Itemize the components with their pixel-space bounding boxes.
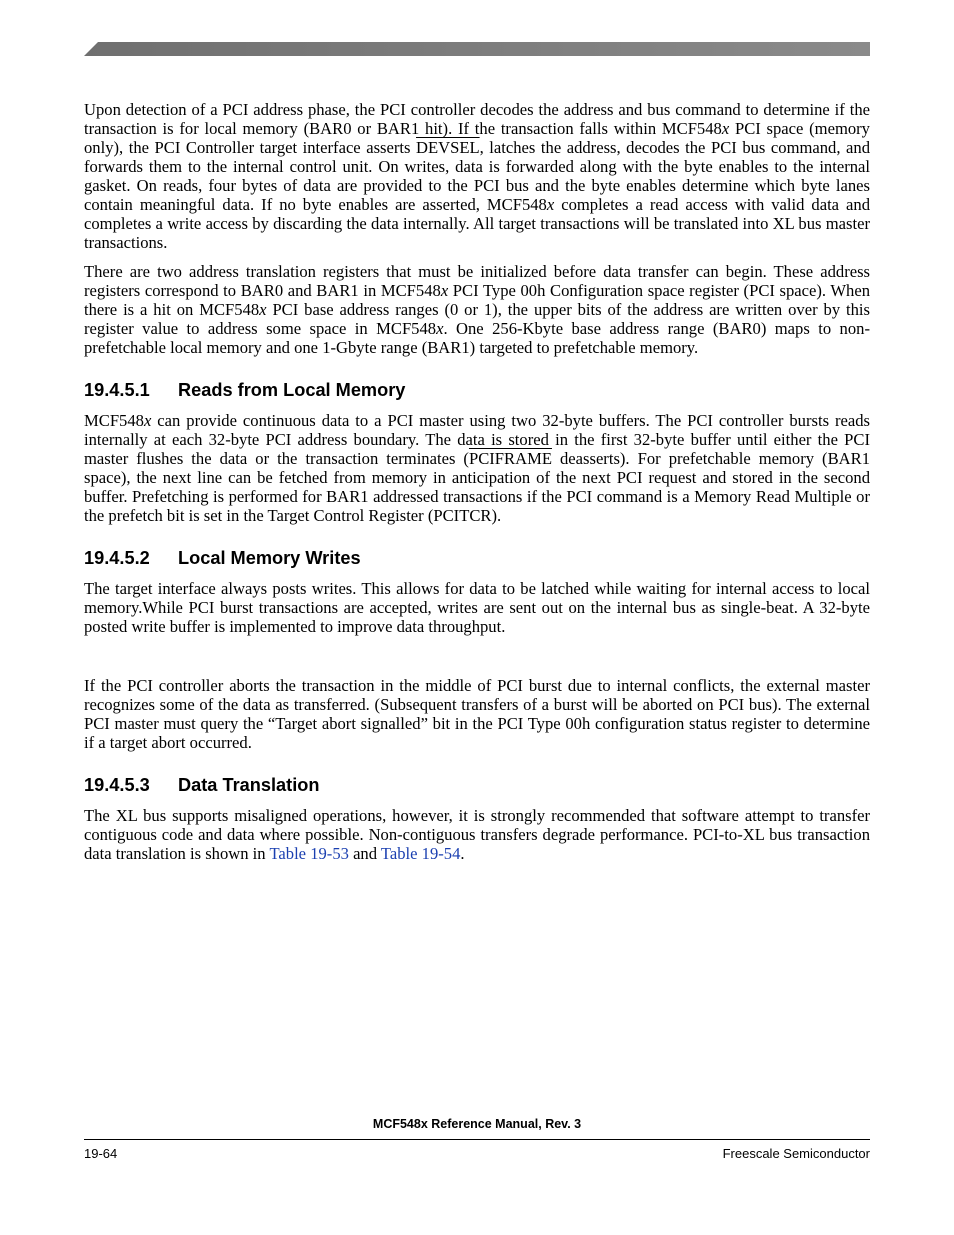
footer-manual-title: MCF548x Reference Manual, Rev. 3	[372, 1117, 582, 1131]
paragraph-target-abort: If the PCI controller aborts the transaction in the middle of PCI burst due to internal conflicts, the external master recognizes some of the data as transferred. (Subsequent transfers of a burst will be aborted on PCI bus). The external PCI master must query the “Target abort signalled” bit in the PCI Type 00h configuration status register to determine if a target abort occurred.	[84, 676, 870, 752]
footer-divider	[84, 1139, 870, 1140]
link-table-19-53[interactable]: Table 19-53	[269, 844, 349, 863]
paragraph-reads-local-memory: MCF548x can provide continuous data to a PCI master using two 32-byte buffers. The PCI controller bursts reads internally at each 32-byte PCI address boundary. The data is stored in the first 32-byte buffer until either the PCI master flushes the data or the transaction terminates (PCIFRAME deasserts). For prefetchable memory (BAR1 space), the next line can be fetched from memory in anticipation of the next PCI request and stored in the second buffer. Prefetching is performed for BAR1 addressed transactions if the PCI command is a Memory Read Multiple or the prefetch bit is set in the Target Control Register (PCITCR).	[84, 411, 870, 525]
paragraph-local-memory-writes: The target interface always posts writes. This allows for data to be latched while waiting for internal access to local memory.While PCI burst transactions are accepted, writes are sent out on the internal bus as single-beat. A 32-byte posted write buffer is implemented to improve data throughput.	[84, 579, 870, 636]
paragraph-address-translation: There are two address translation registers that must be initialized before data transfer can begin. These address registers correspond to BAR0 and BAR1 in MCF548x PCI Type 00h Configuration space register (PCI space). When there is a hit on MCF548x PCI base address ranges (0 or 1), the upper bits of the address are written over by this register value to address some space in MCF548x. One 256-Kbyte base address range (BAR0) maps to non-prefetchable local memory and one 1-Gbyte range (BAR1) targeted to prefetchable memory.	[84, 262, 870, 357]
section-heading-reads: 19.4.5.1 Reads from Local Memory	[84, 380, 406, 400]
page-content	[84, 100, 870, 863]
link-table-19-54[interactable]: Table 19-54	[380, 844, 461, 863]
footer-page-number: 19-64	[84, 1146, 118, 1161]
header-bar	[84, 42, 870, 56]
section-heading-writes: 19.4.5.2 Local Memory Writes	[84, 548, 361, 568]
pciframe-signal: PCIFRAME	[468, 449, 552, 468]
paragraph-pci-address-phase: Upon detection of a PCI address phase, the PCI controller decodes the address and bus command to determine if the transaction is for local memory (BAR0 or BAR1 hit). If the transaction falls within MCF548x PCI space (memory only), the PCI Controller target interface asserts DEVSEL, latches the address, decodes the PCI bus command, and forwards them to the internal control unit. On writes, data is forwarded along with the byte enables to the internal gasket. On reads, four bytes of data are provided to the PCI bus and the byte enables determine which byte lanes contain meaningful data. If no byte enables are asserted, MCF548x completes a read access with valid data and completes a write access by discarding the data internally. All target transactions will be translated into XL bus master transactions.	[84, 100, 870, 252]
paragraph-data-translation: The XL bus supports misaligned operations, however, it is strongly recommended that software attempt to transfer contiguous code and data where possible. Non-contiguous transfers degrade performance. PCI-to-XL bus transaction data translation is shown in Table 19-53 and Table 19-54.	[84, 806, 870, 863]
devsel-signal: DEVSEL	[416, 138, 480, 157]
section-heading-data-translation: 19.4.5.3 Data Translation	[84, 775, 320, 795]
footer-company: Freescale Semiconductor	[722, 1146, 870, 1161]
